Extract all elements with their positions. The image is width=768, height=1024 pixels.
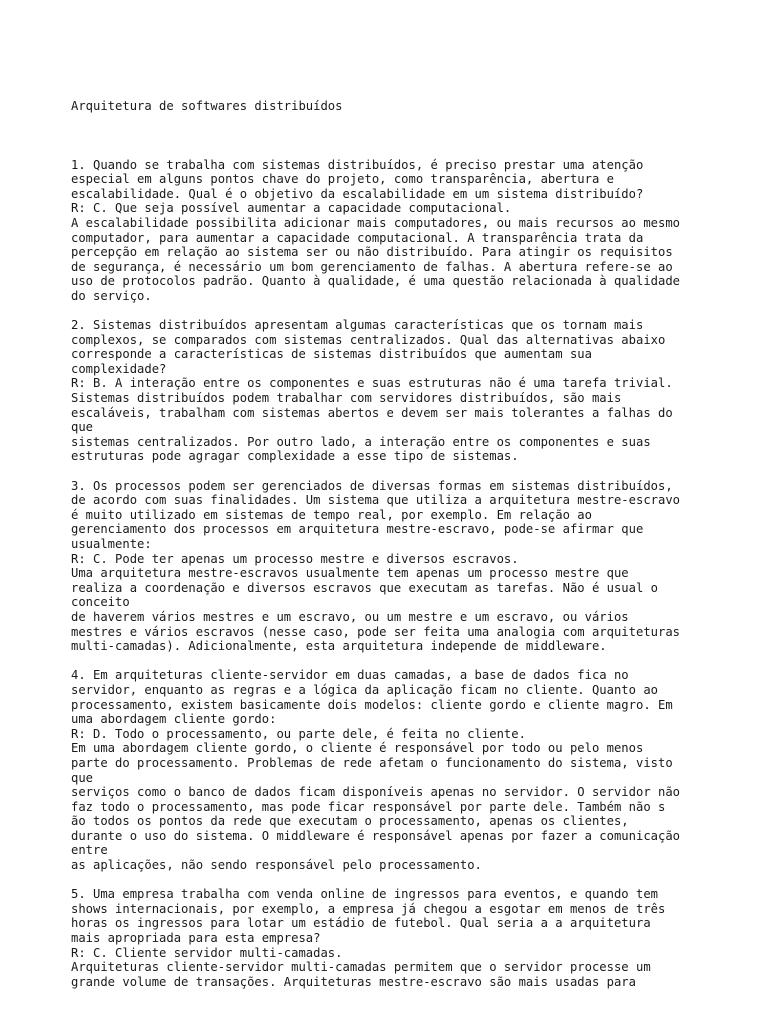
text-line: corresponde a características de sistemas distribuídos que aumentam sua: [71, 347, 592, 362]
text-line: que: [71, 770, 94, 785]
text-line: as aplicações, não sendo responsável pelo processamento.: [71, 858, 482, 873]
text-line: escaláveis, trabalham com sistemas abertos e devem ser mais tolerantes a falhas do: [71, 405, 673, 420]
text-line: entre: [71, 843, 108, 858]
text-line: de segurança, é necessário um bom gerenciamento de falhas. A abertura refere-se ao: [71, 259, 673, 274]
text-line: horas os ingressos para lotar um estádio de futebol. Qual seria a a arquitetura: [71, 916, 651, 931]
text-line: percepção em relação ao sistema ser ou não distribuído. Para atingir os requisitos: [71, 245, 673, 260]
text-line: do serviço.: [71, 288, 152, 303]
text-line: processamento, existem basicamente dois modelos: cliente gordo e cliente magro. Em: [71, 697, 673, 712]
question-section-5: [71, 887, 711, 989]
text-line: de haverem vários mestres e um escravo, ou um mestre e um escravo, ou vários: [71, 609, 629, 624]
question-section-1: [71, 158, 711, 304]
text-line: Sistemas distribuídos podem trabalhar com servidores distribuídos, são mais: [71, 391, 622, 406]
text-line: 3. Os processos podem ser gerenciados de diversas formas em sistemas distribuídos,: [71, 478, 673, 493]
text-line: escalabilidade. Qual é o objetivo da escalabilidade em um sistema distribuído?: [71, 186, 644, 201]
text-line: servidor, enquanto as regras e a lógica da aplicação ficam no cliente. Quanto ao: [71, 682, 658, 697]
text-line: parte do processamento. Problemas de rede afetam o funcionamento do sistema, visto: [71, 755, 673, 770]
text-line: é muito utilizado em sistemas de tempo real, por exemplo. Em relação ao: [71, 507, 592, 522]
document-body: [71, 158, 711, 990]
text-line: uso de protocolos padrão. Quanto à qualidade, é uma questão relacionada à qualidade: [71, 274, 681, 289]
text-line: ão todos os pontos da rede que executam o processamento, apenas os clientes,: [71, 814, 629, 829]
text-line: realiza a coordenação e diversos escravos que executam as tarefas. Não é usual o: [71, 580, 658, 595]
text-line: R: D. Todo o processamento, ou parte dele, é feita no cliente.: [71, 726, 526, 741]
question-section-2: [71, 318, 711, 464]
text-line: 1. Quando se trabalha com sistemas distribuídos, é preciso prestar uma atenção: [71, 157, 644, 172]
document-page: [71, 70, 711, 1004]
text-line: R: B. A interação entre os componentes e suas estruturas não é uma tarefa trivial.: [71, 376, 673, 391]
question-section-4: [71, 668, 711, 872]
text-line: complexos, se comparados com sistemas centralizados. Qual das alternativas abaixo: [71, 332, 666, 347]
document-title: Arquitetura de softwares distribuídos: [71, 99, 343, 114]
text-line: computador, para aumentar a capacidade computacional. A transparência trata da: [71, 230, 644, 245]
text-line: Em uma abordagem cliente gordo, o cliente é responsável por todo ou pelo menos: [71, 741, 644, 756]
text-line: conceito: [71, 595, 130, 610]
text-line: R: C. Que seja possível aumentar a capacidade computacional.: [71, 201, 512, 216]
text-line: usualmente:: [71, 537, 152, 551]
text-line: mais apropriada para esta empresa?: [71, 931, 321, 946]
text-line: shows internacionais, por exemplo, a empresa já chegou a esgotar em menos de três: [71, 901, 666, 916]
text-line: serviços como o banco de dados ficam disponíveis apenas no servidor. O servidor não: [71, 785, 681, 800]
text-line: uma abordagem cliente gordo:: [71, 712, 277, 727]
text-line: R: C. Pode ter apenas um processo mestre e diversos escravos.: [71, 551, 519, 566]
text-line: grande volume de transações. Arquiteturas mestre-escravo são mais usadas para: [71, 974, 636, 989]
text-line: 5. Uma empresa trabalha com venda online de ingressos para eventos, e quando tem: [71, 887, 658, 902]
text-line: sistemas centralizados. Por outro lado, a interação entre os componentes e suas: [71, 434, 651, 449]
text-line: Arquiteturas cliente-servidor multi-camadas permitem que o servidor processe um: [71, 960, 651, 975]
text-line: durante o uso do sistema. O middleware é responsável apenas por fazer a comunicação: [71, 828, 681, 843]
text-line: que: [71, 420, 94, 435]
text-line: 4. Em arquiteturas cliente-servidor em duas camadas, a base de dados fica no: [71, 668, 629, 683]
text-line: de acordo com suas finalidades. Um sistema que utiliza a arquitetura mestre-escravo: [71, 493, 681, 508]
text-line: R: C. Cliente servidor multi-camadas.: [71, 945, 343, 960]
text-line: faz todo o processamento, mas pode ficar responsável por parte dele. Também não s: [71, 799, 666, 814]
text-line: mestres e vários escravos (nesse caso, pode ser feita uma analogia com arquiteturas: [71, 624, 681, 639]
text-line: gerenciamento dos processos em arquitetura mestre-escravo, pode-se afirmar que: [71, 522, 644, 537]
text-line: estruturas pode agragar complexidade a esse tipo de sistemas.: [71, 449, 519, 464]
text-line: Uma arquitetura mestre-escravos usualmente tem apenas um processo mestre que: [71, 566, 629, 581]
text-line: 2. Sistemas distribuídos apresentam algumas características que os tornam mais: [71, 318, 644, 333]
text-line: A escalabilidade possibilita adicionar mais computadores, ou mais recursos ao mesmo: [71, 215, 681, 230]
text-line: complexidade?: [71, 361, 167, 376]
question-section-3: [71, 479, 711, 654]
text-line: especial em alguns pontos chave do projeto, como transparência, abertura e: [71, 172, 614, 187]
text-line: multi-camadas). Adicionalmente, esta arquitetura independe de middleware.: [71, 639, 607, 654]
